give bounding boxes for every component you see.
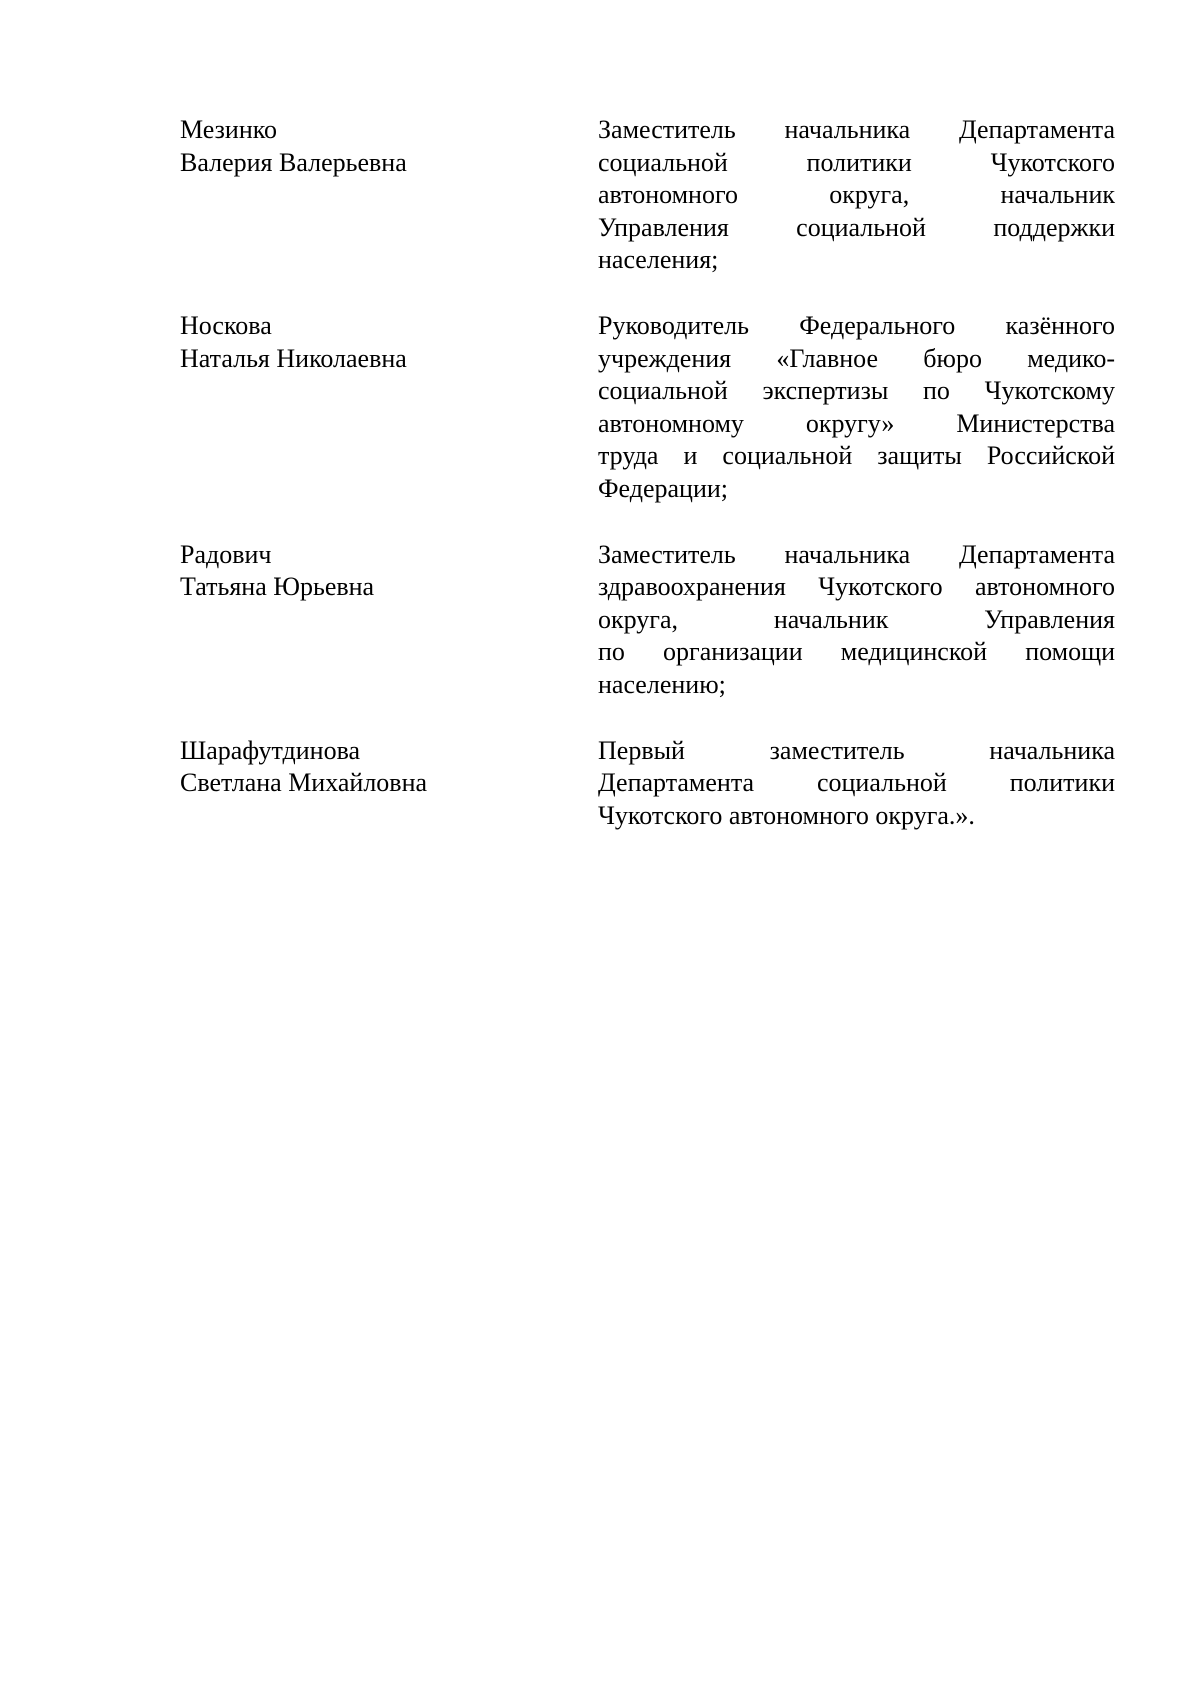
position-line: здравоохранения Чукотского автономного (598, 572, 1115, 602)
member-name (180, 114, 598, 179)
member-name (180, 735, 598, 800)
position-line: Руководитель Федерального казённого (598, 310, 1115, 340)
position-line: Заместитель начальника Департамента (598, 539, 1115, 569)
member-name (180, 310, 598, 375)
position-line: округа, начальник Управления (598, 604, 1115, 634)
position-line: социальной политики Чукотского (598, 147, 1115, 177)
member-name (180, 539, 598, 604)
member-given-names: Светлана Михайловна (180, 768, 428, 798)
member-surname: Шарафутдинова (180, 735, 361, 765)
position-line: автономного округа, начальник (598, 180, 1115, 210)
position-line: труда и социальной защиты Российской (598, 441, 1115, 471)
position-line: Управления социальной поддержки (598, 212, 1115, 242)
member-entry (180, 114, 1115, 277)
member-given-names: Наталья Николаевна (180, 343, 407, 373)
member-entry (180, 735, 1115, 833)
position-line: населения; (598, 245, 719, 275)
position-line: Чукотского автономного округа.». (598, 800, 975, 830)
member-position (598, 735, 1115, 833)
member-position (598, 310, 1115, 506)
member-surname: Носкова (180, 310, 272, 340)
member-surname: Радович (180, 539, 272, 569)
member-position (598, 114, 1115, 277)
position-line: социальной экспертизы по Чукотскому (598, 376, 1115, 406)
position-line: учреждения «Главное бюро медико- (598, 343, 1115, 373)
position-line: по организации медицинской помощи (598, 637, 1115, 667)
member-entry (180, 310, 1115, 506)
members-list (180, 114, 1115, 865)
member-given-names: Татьяна Юрьевна (180, 572, 375, 602)
member-position (598, 539, 1115, 702)
position-line: Первый заместитель начальника (598, 735, 1115, 765)
member-surname: Мезинко (180, 115, 278, 144)
member-entry (180, 539, 1115, 702)
position-line: Федерации; (598, 473, 729, 503)
position-line: населению; (598, 669, 726, 699)
position-line: автономному округу» Министерства (598, 408, 1115, 438)
member-given-names: Валерия Валерьевна (180, 147, 407, 177)
position-line: Департамента социальной политики (598, 768, 1115, 798)
position-line: Заместитель начальника Департамента (598, 115, 1115, 144)
